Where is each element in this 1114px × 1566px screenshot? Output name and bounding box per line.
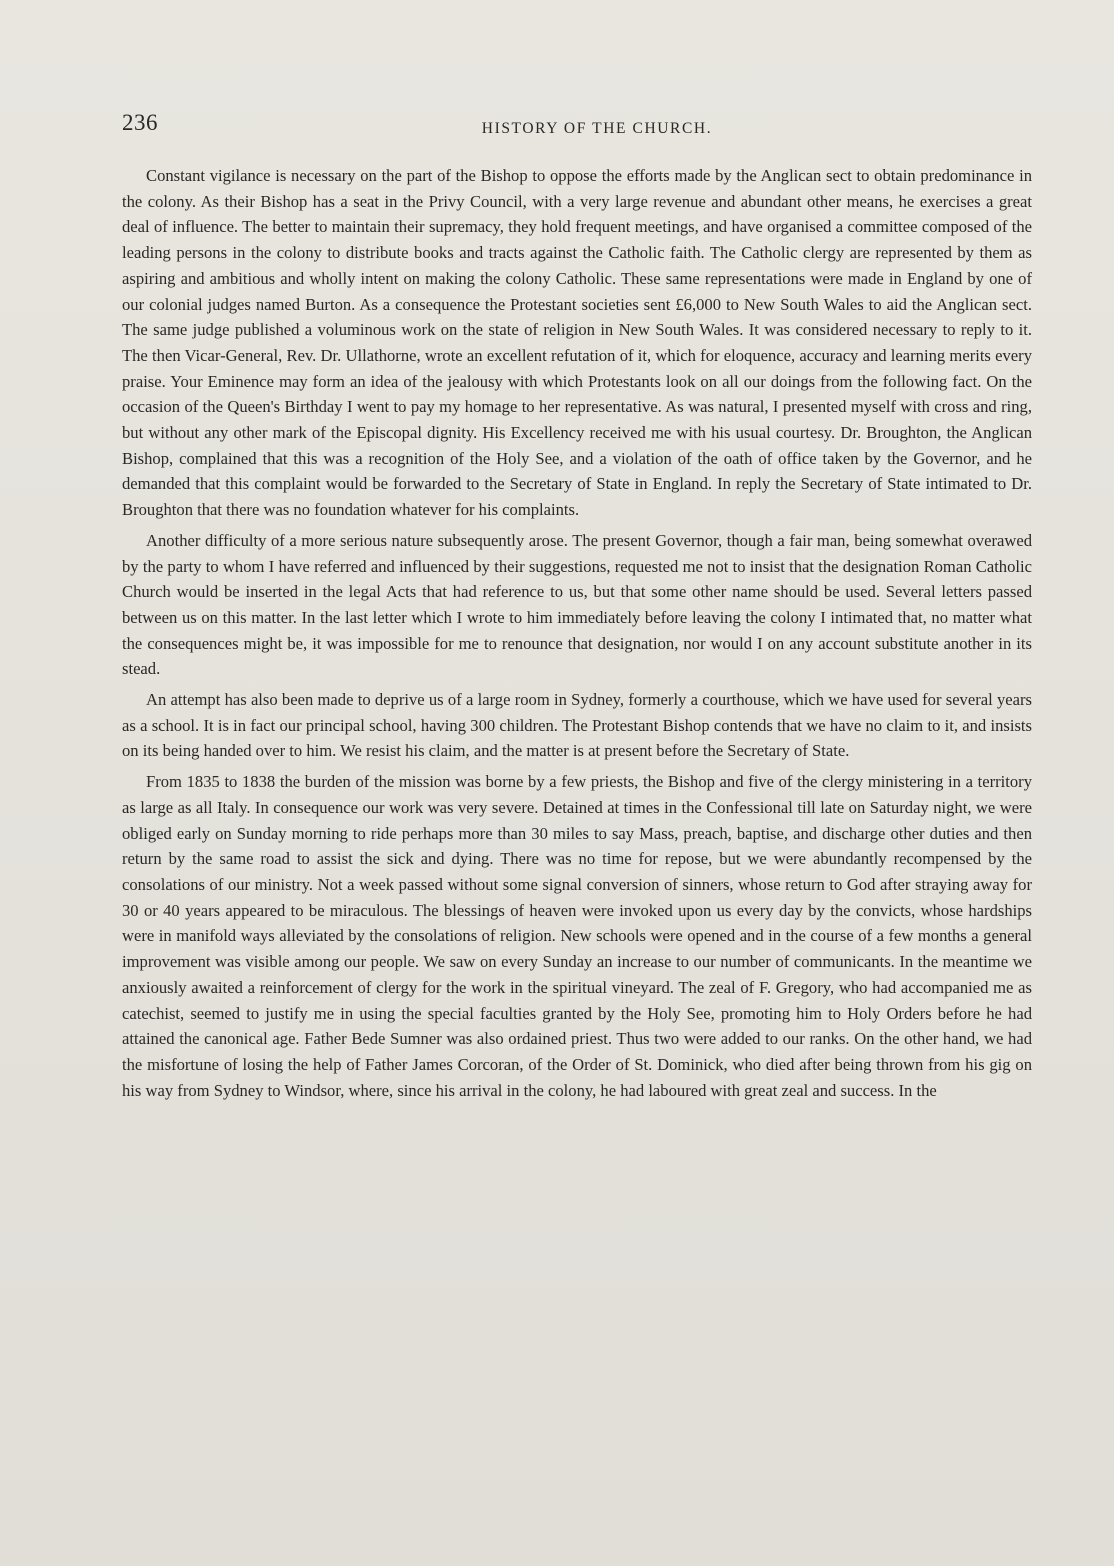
- paragraph-anglican-vigilance: Constant vigilance is necessary on the part of the Bishop to oppose the efforts made by the Anglican sect to obtain predominance in the colony. As their Bishop has a seat in the Privy Council, with a very large revenue and abundant other means, he exercises a great deal of influence. The better to maintain their supremacy, they hold frequent meetings, and have organised a committee composed of the leading persons in the colony to distribute books and tracts against the Catholic faith. The Catholic clergy are represented by them as aspiring and ambitious and wholly intent on making the colony Catholic. These same representations were made in England by one of our colonial judges named Burton. As a consequence the Protestant societies sent £6,000 to New South Wales to aid the Anglican sect. The same judge published a voluminous work on the state of religion in New South Wales. It was considered necessary to reply to it. The then Vicar-General, Rev. Dr. Ullathorne, wrote an excellent refutation of it, which for eloquence, accuracy and learning merits every praise. Your Eminence may form an idea of the jealousy with which Protestants look on all our doings from the following fact. On the occasion of the Queen's Birthday I went to pay my homage to her representative. As was natural, I presented myself with cross and ring, but without any other mark of the Episcopal dignity. His Excellency received me with his usual courtesy. Dr. Broughton, the Anglican Bishop, complained that this was a recognition of the Holy See, and a violation of the oath of office taken by the Governor, and he demanded that this complaint would be forwarded to the Secretary of State in England. In reply the Secretary of State intimated to Dr. Broughton that there was no foundation whatever for his complaints.: [122, 166, 1032, 520]
- page-header: [122, 110, 1032, 142]
- paragraph-sydney-school: An attempt has also been made to deprive us of a large room in Sydney, formerly a courthouse, which we have used for several years as a school. It is in fact our principal school, having 300 children. The Protestant Bishop contends that we have no claim to it, and insists on its being handed over to him. We resist his claim, and the matter is at present before the Secretary of State.: [122, 690, 1032, 761]
- paragraph-church-designation: Another difficulty of a more serious nature subsequently arose. The present Governor, though a fair man, being somewhat overawed by the party to whom I have referred and influenced by their suggestions, requested me not to insist that the designation Roman Catholic Church would be inserted in the legal Acts that had reference to us, but that some other name should be used. Several letters passed between us on this matter. In the last letter which I wrote to him immediately before leaving the colony I intimated that, no matter what the consequences might be, it was impossible for me to renounce that designation, nor would I on any account substitute another in its stead.: [122, 530, 1032, 679]
- paragraph-mission-1835-1838: From 1835 to 1838 the burden of the mission was borne by a few priests, the Bishop and five of the clergy ministering in a territory as large as all Italy. In consequence our work was very severe. Detained at times in the Confessional till late on Saturday night, we were obliged early on Sunday morning to ride perhaps more than 30 miles to say Mass, preach, baptise, and discharge other duties and then return by the same road to assist the sick and dying. There was no time for repose, but we were abundantly recompensed by the consolations of our ministry. Not a week passed without some signal conversion of sinners, whose return to God after straying away for 30 or 40 years appeared to be miraculous. The blessings of heaven were invoked upon us every day by the convicts, whose hardships were in manifold ways alleviated by the consolations of religion. New schools were opened and in the course of a few months a general improvement was visible among our people. We saw on every Sunday an increase to our number of communicants. In the meantime we anxiously awaited a reinforcement of clergy for the work in the spiritual vineyard. The zeal of F. Gregory, who had accompanied me as catechist, seemed to justify me in using the special faculties granted by the Holy See, promoting him to Holy Orders before he had attained the canonical age. Father Bede Sumner was also ordained priest. Thus two were added to our ranks. On the other hand, we had the misfortune of losing the help of Father James Corcoran, of the Order of St. Dominick, who died after being thrown from his gig on his way from Sydney to Windsor, where, since his arrival in the colony, he had laboured with great zeal and success. In the: [122, 772, 1032, 1100]
- page-number: 236: [122, 110, 158, 135]
- body-text: [122, 163, 1032, 1108]
- running-title: HISTORY OF THE CHURCH.: [481, 120, 713, 137]
